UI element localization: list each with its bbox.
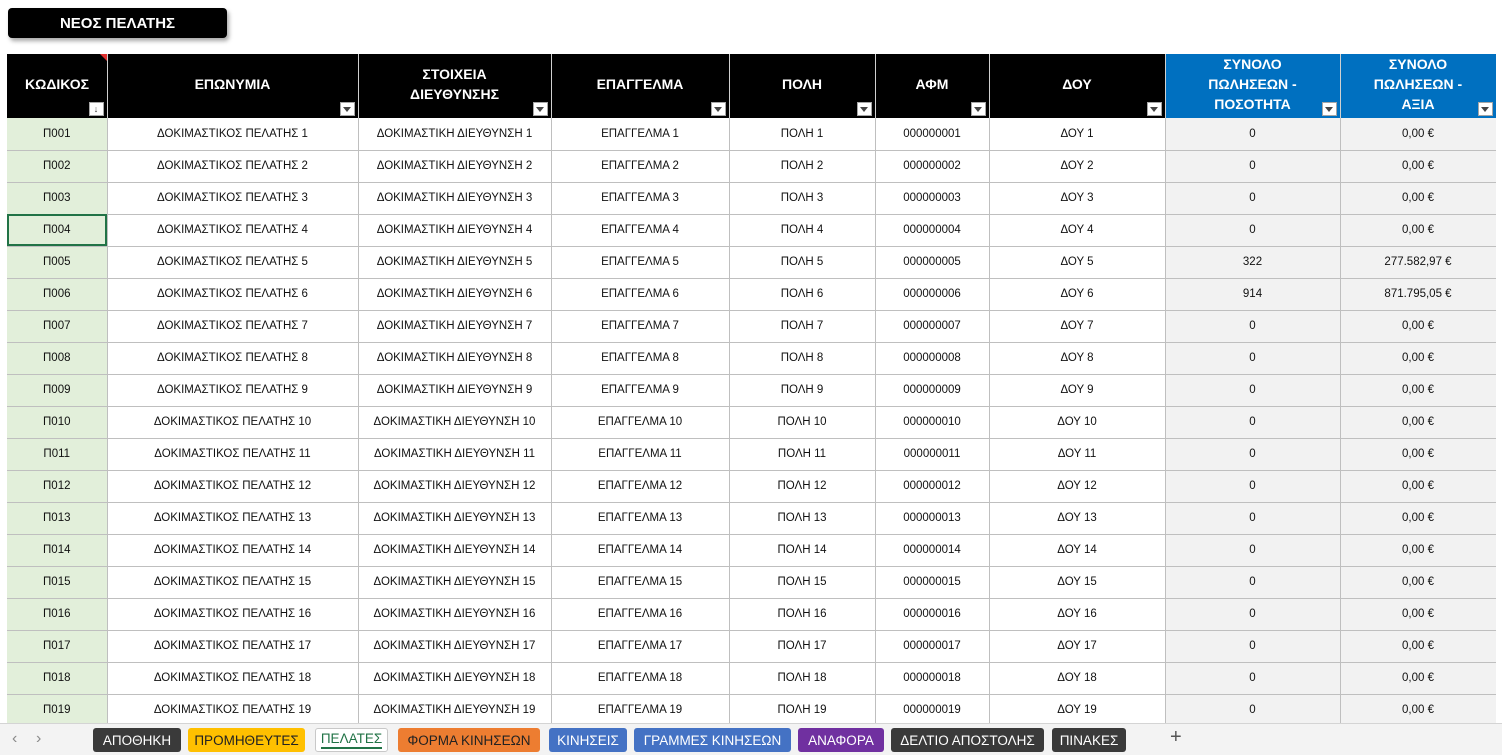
cell-sales-quantity[interactable]: 0 <box>1165 310 1340 342</box>
cell-profession[interactable]: ΕΠΑΓΓΕΛΜΑ 11 <box>551 438 729 470</box>
cell-sales-value[interactable]: 0,00 € <box>1340 662 1496 694</box>
table-row <box>7 662 1496 694</box>
cell-code[interactable]: Π006 <box>7 278 107 310</box>
cell-city[interactable]: ΠΟΛΗ 6 <box>729 278 875 310</box>
sheet-tab[interactable] <box>188 728 305 752</box>
cell-code[interactable]: Π004 <box>7 214 107 246</box>
cell-sales-quantity[interactable]: 0 <box>1165 374 1340 406</box>
comment-indicator-icon <box>100 54 107 61</box>
cell-code[interactable]: Π018 <box>7 662 107 694</box>
column-header-label: ΣΥΝΟΛΟ ΠΩΛΗΣΕΩΝ - ΠΟΣΟΤΗΤΑ <box>1208 56 1297 112</box>
sheet-tab-label: ΑΝΑΦΟΡΑ <box>808 732 874 748</box>
column-header-label: ΚΩΔΙΚΟΣ <box>25 76 90 92</box>
table-row <box>7 374 1496 406</box>
sheet-tab-label: ΔΕΛΤΙΟ ΑΠΟΣΤΟΛΗΣ <box>900 732 1035 748</box>
table-row <box>7 214 1496 246</box>
column-header-label: ΕΠΩΝΥΜΙΑ <box>194 76 271 92</box>
cell-address[interactable]: ΔΟΚΙΜΑΣΤΙΚΗ ΔΙΕΥΘΥΝΣΗ 1 <box>358 118 551 150</box>
cell-tax-office[interactable]: ΔΟΥ 8 <box>989 342 1165 374</box>
cell-sales-quantity[interactable]: 0 <box>1165 214 1340 246</box>
cell-sales-value[interactable]: 0,00 € <box>1340 118 1496 150</box>
sheet-tab-label: ΠΕΛΑΤΕΣ <box>321 731 382 749</box>
cell-profession[interactable]: ΕΠΑΓΓΕΛΜΑ 14 <box>551 534 729 566</box>
cell-code[interactable]: Π008 <box>7 342 107 374</box>
cell-sales-value[interactable]: 0,00 € <box>1340 374 1496 406</box>
cell-tax-office[interactable]: ΔΟΥ 7 <box>989 310 1165 342</box>
sheet-tab-label: ΑΠΟΘΗΚΗ <box>102 732 172 748</box>
cell-address[interactable]: ΔΟΚΙΜΑΣΤΙΚΗ ΔΙΕΥΘΥΝΣΗ 16 <box>358 598 551 630</box>
cell-name[interactable]: ΔΟΚΙΜΑΣΤΙΚΟΣ ΠΕΛΑΤΗΣ 12 <box>107 470 358 502</box>
sheet-tab-label: ΦΟΡΜΑ ΚΙΝΗΣΕΩΝ <box>407 732 531 748</box>
table-row <box>7 342 1496 374</box>
sheet-tab[interactable] <box>634 728 791 752</box>
cell-sales-quantity[interactable]: 0 <box>1165 598 1340 630</box>
cell-sales-value[interactable]: 0,00 € <box>1340 534 1496 566</box>
cell-vat[interactable]: 000000014 <box>875 534 989 566</box>
cell-sales-quantity[interactable]: 0 <box>1165 534 1340 566</box>
cell-city[interactable]: ΠΟΛΗ 10 <box>729 406 875 438</box>
table-row <box>7 406 1496 438</box>
customer-table <box>7 54 1496 723</box>
filter-dropdown-icon[interactable] <box>971 102 986 116</box>
cell-sales-quantity[interactable]: 0 <box>1165 630 1340 662</box>
cell-profession[interactable]: ΕΠΑΓΓΕΛΜΑ 2 <box>551 150 729 182</box>
cell-address[interactable]: ΔΟΚΙΜΑΣΤΙΚΗ ΔΙΕΥΘΥΝΣΗ 18 <box>358 662 551 694</box>
cell-vat[interactable]: 000000001 <box>875 118 989 150</box>
cell-code[interactable]: Π013 <box>7 502 107 534</box>
filter-dropdown-icon[interactable] <box>533 102 548 116</box>
cell-address[interactable]: ΔΟΚΙΜΑΣΤΙΚΗ ΔΙΕΥΘΥΝΣΗ 19 <box>358 694 551 723</box>
cell-address[interactable]: ΔΟΚΙΜΑΣΤΙΚΗ ΔΙΕΥΘΥΝΣΗ 5 <box>358 246 551 278</box>
cell-code[interactable]: Π002 <box>7 150 107 182</box>
cell-address[interactable]: ΔΟΚΙΜΑΣΤΙΚΗ ΔΙΕΥΘΥΝΣΗ 15 <box>358 566 551 598</box>
cell-profession[interactable]: ΕΠΑΓΓΕΛΜΑ 3 <box>551 182 729 214</box>
chevron-left-icon[interactable]: ‹ <box>12 730 18 747</box>
cell-city[interactable]: ΠΟΛΗ 18 <box>729 662 875 694</box>
filter-dropdown-icon[interactable] <box>857 102 872 116</box>
cell-vat[interactable]: 000000017 <box>875 630 989 662</box>
cell-tax-office[interactable]: ΔΟΥ 17 <box>989 630 1165 662</box>
filter-dropdown-icon[interactable] <box>340 102 355 116</box>
table-row <box>7 694 1496 723</box>
cell-name[interactable]: ΔΟΚΙΜΑΣΤΙΚΟΣ ΠΕΛΑΤΗΣ 9 <box>107 374 358 406</box>
cell-vat[interactable]: 000000006 <box>875 278 989 310</box>
cell-city[interactable]: ΠΟΛΗ 14 <box>729 534 875 566</box>
table-row <box>7 438 1496 470</box>
cell-vat[interactable]: 000000010 <box>875 406 989 438</box>
cell-profession[interactable]: ΕΠΑΓΓΕΛΜΑ 5 <box>551 246 729 278</box>
cell-sales-quantity[interactable]: 0 <box>1165 662 1340 694</box>
cell-profession[interactable]: ΕΠΑΓΓΕΛΜΑ 13 <box>551 502 729 534</box>
filter-dropdown-icon[interactable] <box>711 102 726 116</box>
cell-tax-office[interactable]: ΔΟΥ 5 <box>989 246 1165 278</box>
column-header-label: ΑΦΜ <box>915 76 949 92</box>
sheet-tab-bar <box>0 723 1502 755</box>
cell-tax-office[interactable]: ΔΟΥ 13 <box>989 502 1165 534</box>
cell-city[interactable]: ΠΟΛΗ 4 <box>729 214 875 246</box>
sheet-tab[interactable] <box>315 728 388 752</box>
cell-vat[interactable]: 000000007 <box>875 310 989 342</box>
cell-name[interactable]: ΔΟΚΙΜΑΣΤΙΚΟΣ ΠΕΛΑΤΗΣ 13 <box>107 502 358 534</box>
cell-tax-office[interactable]: ΔΟΥ 14 <box>989 534 1165 566</box>
cell-sales-value[interactable]: 0,00 € <box>1340 150 1496 182</box>
cell-vat[interactable]: 000000011 <box>875 438 989 470</box>
cell-vat[interactable]: 000000019 <box>875 694 989 723</box>
cell-sales-quantity[interactable]: 0 <box>1165 118 1340 150</box>
cell-name[interactable]: ΔΟΚΙΜΑΣΤΙΚΟΣ ΠΕΛΑΤΗΣ 18 <box>107 662 358 694</box>
column-header-address[interactable] <box>358 54 551 118</box>
cell-sales-value[interactable]: 0,00 € <box>1340 598 1496 630</box>
cell-vat[interactable]: 000000003 <box>875 182 989 214</box>
cell-city[interactable]: ΠΟΛΗ 3 <box>729 182 875 214</box>
cell-vat[interactable]: 000000009 <box>875 374 989 406</box>
cell-sales-value[interactable]: 277.582,97 € <box>1340 246 1496 278</box>
sheet-tab[interactable] <box>1052 728 1126 752</box>
cell-tax-office[interactable]: ΔΟΥ 19 <box>989 694 1165 723</box>
table-row <box>7 118 1496 150</box>
filter-dropdown-icon[interactable] <box>1147 102 1162 116</box>
cell-code[interactable]: Π017 <box>7 630 107 662</box>
cell-code[interactable]: Π001 <box>7 118 107 150</box>
cell-profession[interactable]: ΕΠΑΓΓΕΛΜΑ 18 <box>551 662 729 694</box>
table-row <box>7 630 1496 662</box>
cell-sales-value[interactable]: 0,00 € <box>1340 566 1496 598</box>
cell-name[interactable]: ΔΟΚΙΜΑΣΤΙΚΟΣ ΠΕΛΑΤΗΣ 3 <box>107 182 358 214</box>
cell-sales-quantity[interactable]: 322 <box>1165 246 1340 278</box>
cell-city[interactable]: ΠΟΛΗ 15 <box>729 566 875 598</box>
table-row <box>7 182 1496 214</box>
cell-tax-office[interactable]: ΔΟΥ 10 <box>989 406 1165 438</box>
cell-address[interactable]: ΔΟΚΙΜΑΣΤΙΚΗ ΔΙΕΥΘΥΝΣΗ 12 <box>358 470 551 502</box>
cell-city[interactable]: ΠΟΛΗ 13 <box>729 502 875 534</box>
cell-name[interactable]: ΔΟΚΙΜΑΣΤΙΚΟΣ ΠΕΛΑΤΗΣ 6 <box>107 278 358 310</box>
cell-profession[interactable]: ΕΠΑΓΓΕΛΜΑ 1 <box>551 118 729 150</box>
column-header-code[interactable] <box>7 54 107 118</box>
plus-icon[interactable]: + <box>1170 726 1182 748</box>
cell-sales-value[interactable]: 0,00 € <box>1340 182 1496 214</box>
cell-city[interactable]: ΠΟΛΗ 11 <box>729 438 875 470</box>
cell-tax-office[interactable]: ΔΟΥ 3 <box>989 182 1165 214</box>
cell-sales-quantity[interactable]: 0 <box>1165 694 1340 723</box>
cell-city[interactable]: ΠΟΛΗ 12 <box>729 470 875 502</box>
cell-sales-value[interactable]: 0,00 € <box>1340 342 1496 374</box>
cell-tax-office[interactable]: ΔΟΥ 4 <box>989 214 1165 246</box>
cell-address[interactable]: ΔΟΚΙΜΑΣΤΙΚΗ ΔΙΕΥΘΥΝΣΗ 17 <box>358 630 551 662</box>
sheet-tab-label: ΠΡΟΜΗΘΕΥΤΕΣ <box>194 732 299 748</box>
cell-name[interactable]: ΔΟΚΙΜΑΣΤΙΚΟΣ ΠΕΛΑΤΗΣ 2 <box>107 150 358 182</box>
cell-vat[interactable]: 000000015 <box>875 566 989 598</box>
cell-name[interactable]: ΔΟΚΙΜΑΣΤΙΚΟΣ ΠΕΛΑΤΗΣ 1 <box>107 118 358 150</box>
cell-tax-office[interactable]: ΔΟΥ 2 <box>989 150 1165 182</box>
cell-sales-value[interactable]: 0,00 € <box>1340 406 1496 438</box>
table-body <box>7 118 1496 723</box>
cell-sales-quantity[interactable]: 0 <box>1165 566 1340 598</box>
cell-vat[interactable]: 000000013 <box>875 502 989 534</box>
table-row <box>7 246 1496 278</box>
cell-address[interactable]: ΔΟΚΙΜΑΣΤΙΚΗ ΔΙΕΥΘΥΝΣΗ 10 <box>358 406 551 438</box>
cell-vat[interactable]: 000000012 <box>875 470 989 502</box>
cell-profession[interactable]: ΕΠΑΓΓΕΛΜΑ 6 <box>551 278 729 310</box>
cell-address[interactable]: ΔΟΚΙΜΑΣΤΙΚΗ ΔΙΕΥΘΥΝΣΗ 7 <box>358 310 551 342</box>
cell-sales-quantity[interactable]: 0 <box>1165 502 1340 534</box>
cell-sales-value[interactable]: 0,00 € <box>1340 470 1496 502</box>
cell-code[interactable]: Π012 <box>7 470 107 502</box>
cell-code[interactable]: Π007 <box>7 310 107 342</box>
cell-name[interactable]: ΔΟΚΙΜΑΣΤΙΚΟΣ ΠΕΛΑΤΗΣ 19 <box>107 694 358 723</box>
cell-code[interactable]: Π010 <box>7 406 107 438</box>
cell-sales-quantity[interactable]: 0 <box>1165 150 1340 182</box>
filter-dropdown-icon[interactable] <box>1478 102 1493 116</box>
cell-city[interactable]: ΠΟΛΗ 16 <box>729 598 875 630</box>
cell-sales-quantity[interactable]: 0 <box>1165 342 1340 374</box>
cell-profession[interactable]: ΕΠΑΓΓΕΛΜΑ 9 <box>551 374 729 406</box>
cell-tax-office[interactable]: ΔΟΥ 12 <box>989 470 1165 502</box>
sheet-tab[interactable] <box>549 728 627 752</box>
cell-name[interactable]: ΔΟΚΙΜΑΣΤΙΚΟΣ ΠΕΛΑΤΗΣ 15 <box>107 566 358 598</box>
cell-tax-office[interactable]: ΔΟΥ 11 <box>989 438 1165 470</box>
cell-sales-quantity[interactable]: 0 <box>1165 438 1340 470</box>
column-header-label: ΠΟΛΗ <box>781 76 823 92</box>
cell-sales-value[interactable]: 0,00 € <box>1340 630 1496 662</box>
cell-tax-office[interactable]: ΔΟΥ 9 <box>989 374 1165 406</box>
cell-vat[interactable]: 000000008 <box>875 342 989 374</box>
cell-profession[interactable]: ΕΠΑΓΓΕΛΜΑ 16 <box>551 598 729 630</box>
cell-tax-office[interactable]: ΔΟΥ 6 <box>989 278 1165 310</box>
cell-address[interactable]: ΔΟΚΙΜΑΣΤΙΚΗ ΔΙΕΥΘΥΝΣΗ 4 <box>358 214 551 246</box>
cell-profession[interactable]: ΕΠΑΓΓΕΛΜΑ 8 <box>551 342 729 374</box>
cell-address[interactable]: ΔΟΚΙΜΑΣΤΙΚΗ ΔΙΕΥΘΥΝΣΗ 14 <box>358 534 551 566</box>
sort-ascending-icon[interactable]: ↓ <box>89 102 104 116</box>
column-header-sales-value[interactable] <box>1340 54 1496 118</box>
cell-code[interactable]: Π016 <box>7 598 107 630</box>
cell-sales-quantity[interactable]: 0 <box>1165 182 1340 214</box>
cell-vat[interactable]: 000000004 <box>875 214 989 246</box>
column-header-label: ΣΤΟΙΧΕΙΑ ΔΙΕΥΘΥΝΣΗΣ <box>410 66 499 102</box>
sheet-tab[interactable] <box>93 728 181 752</box>
cell-profession[interactable]: ΕΠΑΓΓΕΛΜΑ 15 <box>551 566 729 598</box>
cell-sales-value[interactable]: 0,00 € <box>1340 694 1496 723</box>
cell-code[interactable]: Π011 <box>7 438 107 470</box>
cell-name[interactable]: ΔΟΚΙΜΑΣΤΙΚΟΣ ΠΕΛΑΤΗΣ 16 <box>107 598 358 630</box>
cell-name[interactable]: ΔΟΚΙΜΑΣΤΙΚΟΣ ΠΕΛΑΤΗΣ 7 <box>107 310 358 342</box>
cell-vat[interactable]: 000000016 <box>875 598 989 630</box>
column-header-sales-quantity[interactable] <box>1165 54 1340 118</box>
cell-code[interactable]: Π005 <box>7 246 107 278</box>
column-header-tax-office[interactable] <box>989 54 1165 118</box>
cell-profession[interactable]: ΕΠΑΓΓΕΛΜΑ 7 <box>551 310 729 342</box>
cell-code[interactable]: Π015 <box>7 566 107 598</box>
new-customer-button[interactable]: ΝΕΟΣ ΠΕΛΑΤΗΣ <box>8 8 227 38</box>
cell-tax-office[interactable]: ΔΟΥ 18 <box>989 662 1165 694</box>
cell-sales-quantity[interactable]: 0 <box>1165 470 1340 502</box>
column-header-profession[interactable] <box>551 54 729 118</box>
column-header-label: ΕΠΑΓΓΕΛΜΑ <box>596 76 684 92</box>
column-header-label: ΔΟΥ <box>1062 76 1092 92</box>
cell-code[interactable]: Π014 <box>7 534 107 566</box>
cell-sales-value[interactable]: 0,00 € <box>1340 502 1496 534</box>
cell-code[interactable]: Π003 <box>7 182 107 214</box>
cell-profession[interactable]: ΕΠΑΓΓΕΛΜΑ 4 <box>551 214 729 246</box>
cell-profession[interactable]: ΕΠΑΓΓΕΛΜΑ 19 <box>551 694 729 723</box>
table-row <box>7 278 1496 310</box>
cell-vat[interactable]: 000000005 <box>875 246 989 278</box>
table-row <box>7 310 1496 342</box>
cell-profession[interactable]: ΕΠΑΓΓΕΛΜΑ 10 <box>551 406 729 438</box>
sheet-tab[interactable] <box>798 728 884 752</box>
cell-city[interactable]: ΠΟΛΗ 8 <box>729 342 875 374</box>
table-row <box>7 598 1496 630</box>
cell-sales-value[interactable]: 0,00 € <box>1340 310 1496 342</box>
sheet-tab-label: ΚΙΝΗΣΕΙΣ <box>557 732 619 748</box>
customer-table-container <box>7 54 1496 723</box>
cell-city[interactable]: ΠΟΛΗ 17 <box>729 630 875 662</box>
sheet-tab[interactable] <box>398 728 540 752</box>
cell-address[interactable]: ΔΟΚΙΜΑΣΤΙΚΗ ΔΙΕΥΘΥΝΣΗ 11 <box>358 438 551 470</box>
cell-name[interactable]: ΔΟΚΙΜΑΣΤΙΚΟΣ ΠΕΛΑΤΗΣ 10 <box>107 406 358 438</box>
cell-tax-office[interactable]: ΔΟΥ 15 <box>989 566 1165 598</box>
cell-sales-value[interactable]: 871.795,05 € <box>1340 278 1496 310</box>
cell-city[interactable]: ΠΟΛΗ 2 <box>729 150 875 182</box>
cell-address[interactable]: ΔΟΚΙΜΑΣΤΙΚΗ ΔΙΕΥΘΥΝΣΗ 6 <box>358 278 551 310</box>
table-row <box>7 502 1496 534</box>
cell-sales-quantity[interactable]: 914 <box>1165 278 1340 310</box>
cell-name[interactable]: ΔΟΚΙΜΑΣΤΙΚΟΣ ΠΕΛΑΤΗΣ 5 <box>107 246 358 278</box>
cell-code[interactable]: Π009 <box>7 374 107 406</box>
column-header-city[interactable] <box>729 54 875 118</box>
column-header-name[interactable] <box>107 54 358 118</box>
column-header-vat[interactable] <box>875 54 989 118</box>
cell-address[interactable]: ΔΟΚΙΜΑΣΤΙΚΗ ΔΙΕΥΘΥΝΣΗ 3 <box>358 182 551 214</box>
cell-address[interactable]: ΔΟΚΙΜΑΣΤΙΚΗ ΔΙΕΥΘΥΝΣΗ 13 <box>358 502 551 534</box>
cell-address[interactable]: ΔΟΚΙΜΑΣΤΙΚΗ ΔΙΕΥΘΥΝΣΗ 2 <box>358 150 551 182</box>
header-row <box>7 54 1496 118</box>
cell-name[interactable]: ΔΟΚΙΜΑΣΤΙΚΟΣ ΠΕΛΑΤΗΣ 11 <box>107 438 358 470</box>
cell-address[interactable]: ΔΟΚΙΜΑΣΤΙΚΗ ΔΙΕΥΘΥΝΣΗ 8 <box>358 342 551 374</box>
cell-city[interactable]: ΠΟΛΗ 19 <box>729 694 875 723</box>
cell-sales-value[interactable]: 0,00 € <box>1340 438 1496 470</box>
cell-sales-value[interactable]: 0,00 € <box>1340 214 1496 246</box>
table-row <box>7 566 1496 598</box>
cell-tax-office[interactable]: ΔΟΥ 1 <box>989 118 1165 150</box>
cell-code[interactable]: Π019 <box>7 694 107 723</box>
cell-name[interactable]: ΔΟΚΙΜΑΣΤΙΚΟΣ ΠΕΛΑΤΗΣ 4 <box>107 214 358 246</box>
cell-city[interactable]: ΠΟΛΗ 7 <box>729 310 875 342</box>
cell-city[interactable]: ΠΟΛΗ 5 <box>729 246 875 278</box>
chevron-right-icon[interactable]: › <box>36 730 42 747</box>
table-row <box>7 150 1496 182</box>
cell-city[interactable]: ΠΟΛΗ 1 <box>729 118 875 150</box>
cell-vat[interactable]: 000000002 <box>875 150 989 182</box>
filter-dropdown-icon[interactable] <box>1322 102 1337 116</box>
sheet-tab[interactable] <box>891 728 1044 752</box>
cell-profession[interactable]: ΕΠΑΓΓΕΛΜΑ 12 <box>551 470 729 502</box>
sheet-tab-label: ΠΙΝΑΚΕΣ <box>1059 732 1119 748</box>
cell-city[interactable]: ΠΟΛΗ 9 <box>729 374 875 406</box>
cell-name[interactable]: ΔΟΚΙΜΑΣΤΙΚΟΣ ΠΕΛΑΤΗΣ 17 <box>107 630 358 662</box>
cell-tax-office[interactable]: ΔΟΥ 16 <box>989 598 1165 630</box>
cell-address[interactable]: ΔΟΚΙΜΑΣΤΙΚΗ ΔΙΕΥΘΥΝΣΗ 9 <box>358 374 551 406</box>
table-row <box>7 470 1496 502</box>
cell-sales-quantity[interactable]: 0 <box>1165 406 1340 438</box>
cell-profession[interactable]: ΕΠΑΓΓΕΛΜΑ 17 <box>551 630 729 662</box>
cell-vat[interactable]: 000000018 <box>875 662 989 694</box>
cell-name[interactable]: ΔΟΚΙΜΑΣΤΙΚΟΣ ΠΕΛΑΤΗΣ 14 <box>107 534 358 566</box>
cell-name[interactable]: ΔΟΚΙΜΑΣΤΙΚΟΣ ΠΕΛΑΤΗΣ 8 <box>107 342 358 374</box>
column-header-label: ΣΥΝΟΛΟ ΠΩΛΗΣΕΩΝ - ΑΞΙΑ <box>1373 56 1463 112</box>
table-row <box>7 534 1496 566</box>
sheet-tab-label: ΓΡΑΜΜΕΣ ΚΙΝΗΣΕΩΝ <box>643 732 782 748</box>
